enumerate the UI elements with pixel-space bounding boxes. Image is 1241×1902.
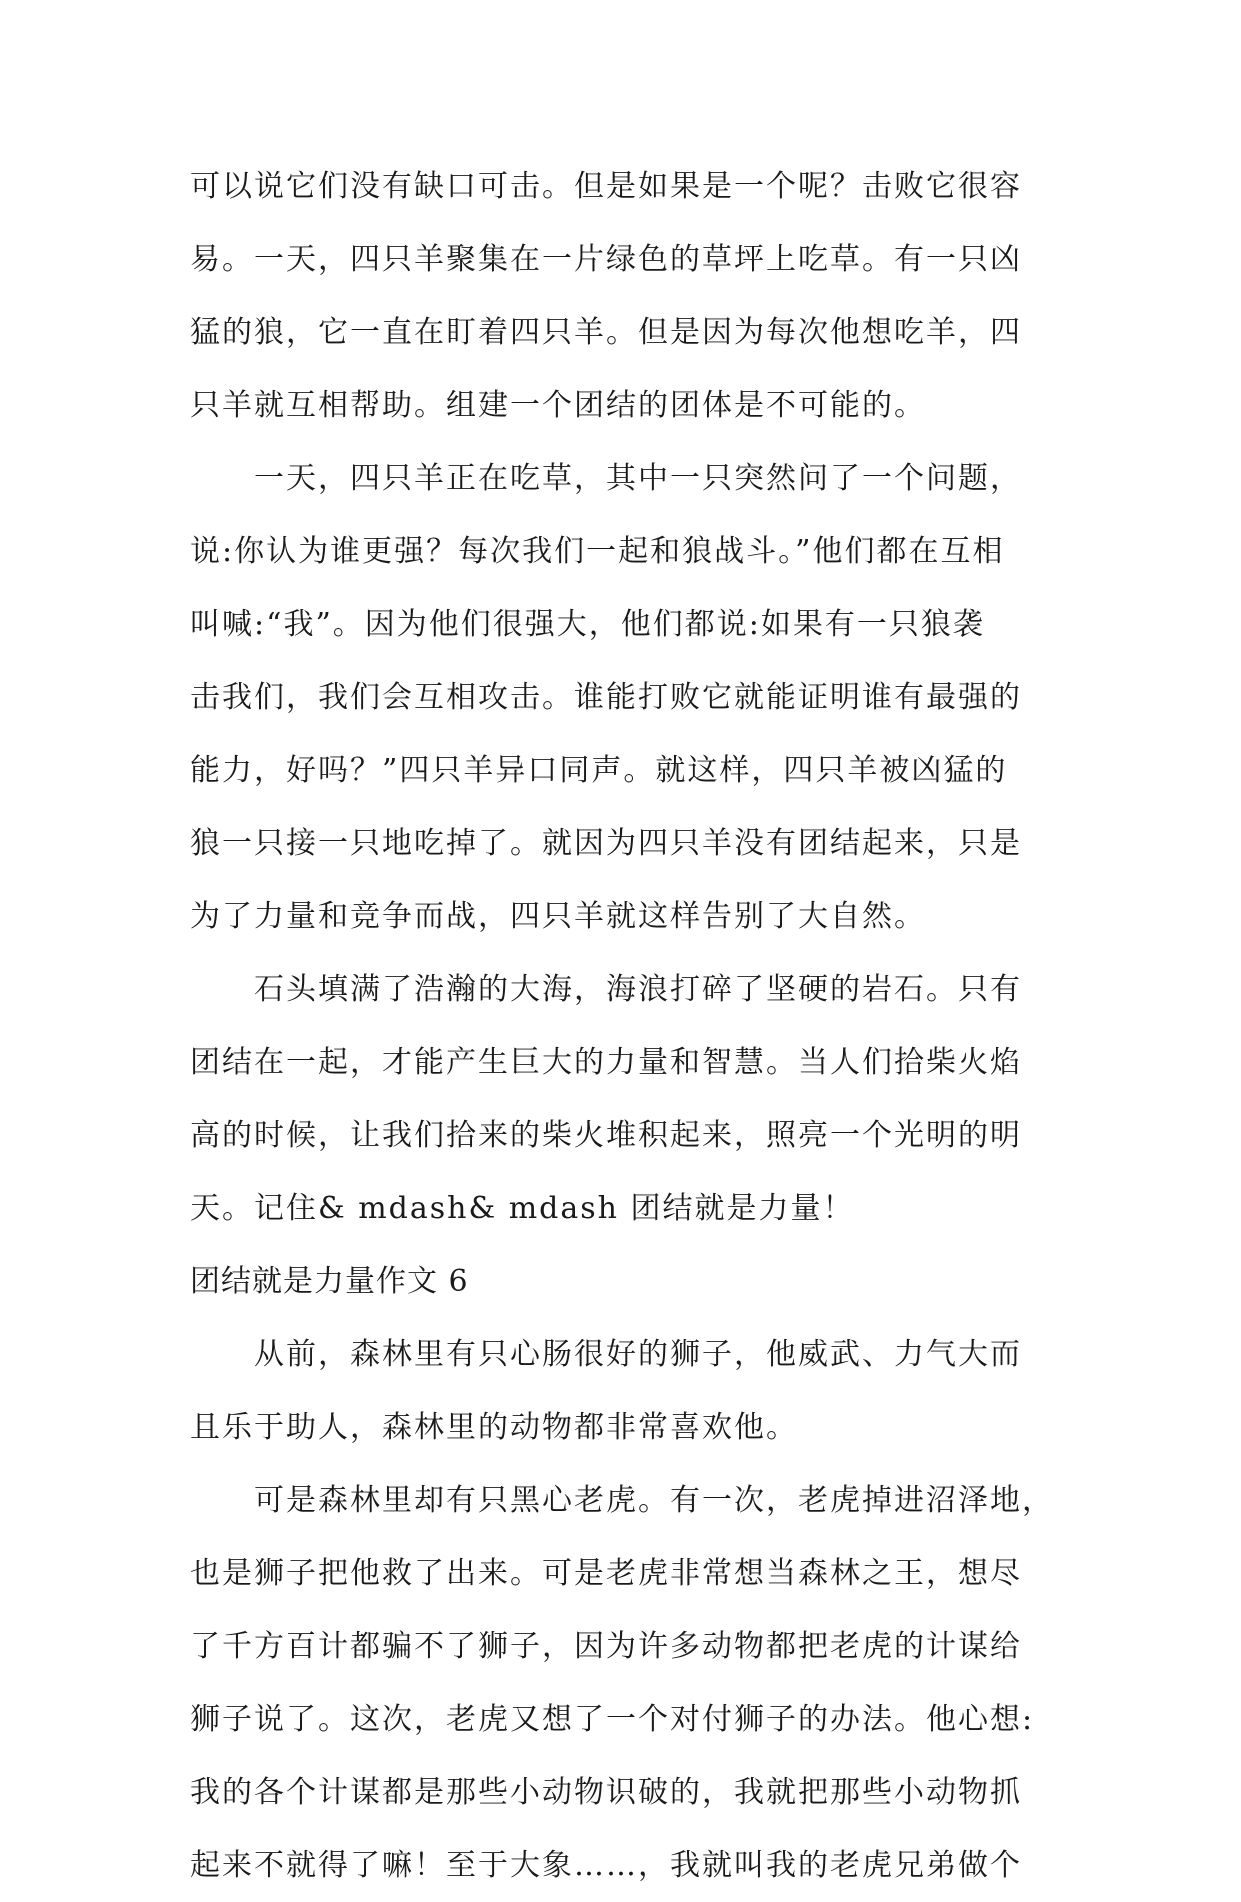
text-line: 天。记住& mdash& mdash 团结就是力量！ <box>190 1191 855 1226</box>
text-line: 击我们，我们会互相攻击。谁能打败它就能证明谁有最强的 <box>190 680 1022 715</box>
text-line: 石头填满了浩瀚的大海，海浪打碎了坚硬的岩石。只有 <box>254 972 1022 1007</box>
heading-text: 团结就是力量作文 6 <box>190 1264 469 1299</box>
paragraph-2 <box>190 442 1060 953</box>
text-line: 高的时候，让我们拾来的柴火堆积起来，照亮一个光明的明 <box>190 1118 1022 1153</box>
text-line: 起来不就得了嘛！至于大象……，我就叫我的老虎兄弟做个 <box>190 1848 1022 1883</box>
text-line: 可以说它们没有缺口可击。但是如果是一个呢？击败它很容 <box>190 169 1022 204</box>
text-line: 团结在一起，才能产生巨大的力量和智慧。当人们拾柴火焰 <box>190 1045 1022 1080</box>
section-heading <box>190 1245 1060 1318</box>
text-line: 叫喊:“我”。因为他们很强大，他们都说:如果有一只狼袭 <box>190 607 985 642</box>
text-line: 猛的狼，它一直在盯着四只羊。但是因为每次他想吃羊，四 <box>190 315 1022 350</box>
text-line: 从前，森林里有只心肠很好的狮子，他威武、力气大而 <box>254 1337 1022 1372</box>
document-body <box>190 150 1060 1902</box>
text-line: 可是森林里却有只黑心老虎。有一次，老虎掉进沼泽地， <box>254 1483 1054 1518</box>
text-line: 狮子说了。这次，老虎又想了一个对付狮子的办法。他心想: <box>190 1702 1035 1737</box>
text-line: 说:你认为谁更强？每次我们一起和狼战斗。”他们都在互相 <box>190 534 1005 569</box>
text-line: 为了力量和竞争而战，四只羊就这样告别了大自然。 <box>190 899 926 934</box>
paragraph-5 <box>190 1464 1060 1902</box>
paragraph-3 <box>190 953 1060 1245</box>
text-line: 易。一天，四只羊聚集在一片绿色的草坪上吃草。有一只凶 <box>190 242 1022 277</box>
text-line: 我的各个计谋都是那些小动物识破的，我就把那些小动物抓 <box>190 1775 1022 1810</box>
text-line: 能力，好吗？”四只羊异口同声。就这样，四只羊被凶猛的 <box>190 753 1008 788</box>
text-line: 也是狮子把他救了出来。可是老虎非常想当森林之王，想尽 <box>190 1556 1022 1591</box>
text-line: 狼一只接一只地吃掉了。就因为四只羊没有团结起来，只是 <box>190 826 1022 861</box>
text-line: 且乐于助人，森林里的动物都非常喜欢他。 <box>190 1410 798 1445</box>
text-line: 只羊就互相帮助。组建一个团结的团体是不可能的。 <box>190 388 926 423</box>
paragraph-1 <box>190 150 1060 442</box>
text-line: 一天，四只羊正在吃草，其中一只突然问了一个问题， <box>254 461 1022 496</box>
paragraph-4 <box>190 1318 1060 1464</box>
text-line: 了千方百计都骗不了狮子，因为许多动物都把老虎的计谋给 <box>190 1629 1022 1664</box>
